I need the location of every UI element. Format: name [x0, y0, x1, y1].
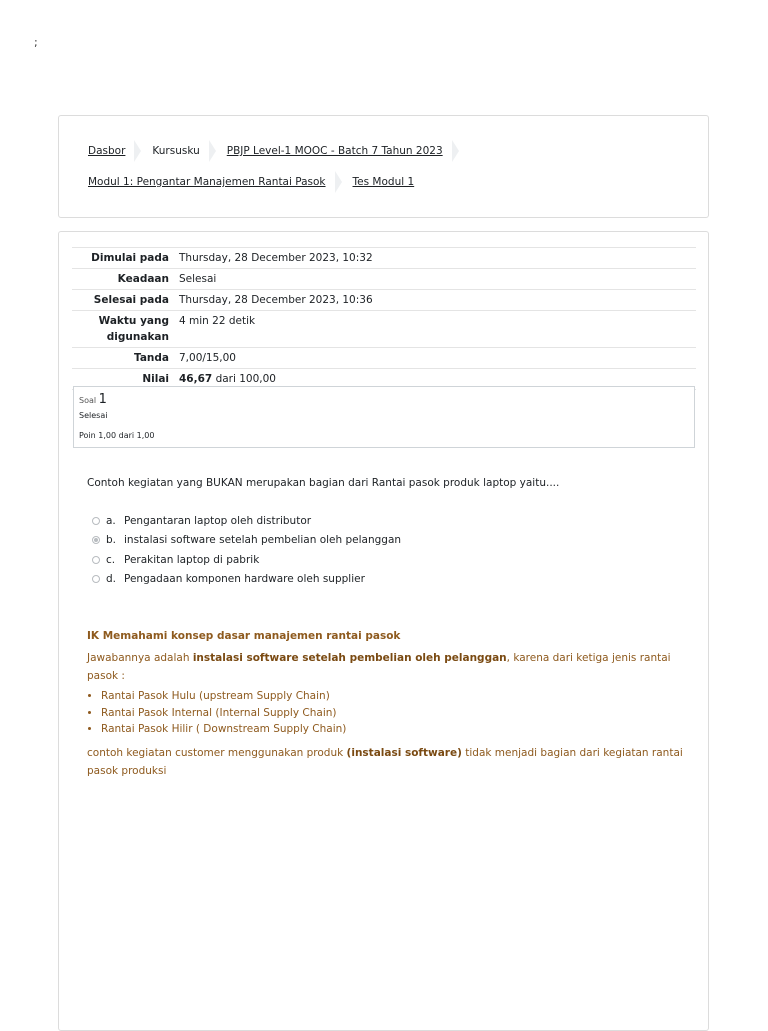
grade-label: Nilai	[72, 369, 177, 390]
summary-row	[72, 311, 696, 348]
summary-label: Dimulai pada	[72, 248, 177, 269]
question-info-box	[73, 386, 695, 448]
summary-value: Thursday, 28 December 2023, 10:32	[177, 248, 696, 269]
breadcrumb-dasbor-link[interactable]: Dasbor	[88, 145, 126, 157]
summary-value: Thursday, 28 December 2023, 10:36	[177, 290, 696, 311]
breadcrumb-course-link[interactable]: PBJP Level-1 MOOC - Batch 7 Tahun 2023	[226, 145, 443, 157]
answer-letter: c.	[106, 553, 116, 566]
list-item: • Rantai Pasok Internal (Internal Supply Chain)	[101, 705, 687, 722]
summary-value: Selesai	[177, 269, 696, 290]
answer-text: Perakitan laptop di pabrik	[124, 553, 260, 566]
breadcrumb-card	[58, 115, 709, 218]
answer-letter: d.	[106, 573, 117, 586]
summary-label: Waktu yang digunakan	[72, 311, 177, 348]
quiz-review-card	[58, 231, 709, 1031]
summary-row	[72, 290, 696, 311]
summary-value: 4 min 22 detik	[177, 311, 696, 348]
question-text: Contoh kegiatan yang BUKAN merupakan bagian dari Rantai pasok produk laptop yaitu....	[87, 477, 560, 489]
question-number-value: 1	[98, 392, 107, 407]
attempt-summary-table	[72, 247, 696, 390]
radio-button[interactable]	[92, 536, 100, 544]
feedback-text: Jawabannya adalah	[87, 652, 193, 664]
summary-row	[72, 248, 696, 269]
feedback-paragraph-2	[87, 744, 687, 780]
answer-text: instalasi software setelah pembelian oleh pelanggan	[124, 534, 402, 547]
feedback-text: tidak menjadi bagian dari kegiatan rantai pasok produksi	[87, 746, 683, 777]
breadcrumb	[88, 140, 470, 162]
breadcrumb-module-link[interactable]: Modul 1: Pengantar Manajemen Rantai Pasok	[88, 176, 326, 188]
question-state: Selesai	[79, 411, 108, 420]
question-number	[79, 392, 107, 407]
radio-button[interactable]	[92, 556, 100, 564]
answer-option[interactable]	[92, 570, 401, 590]
stray-semicolon: ;	[34, 36, 38, 49]
answer-letter: a.	[106, 514, 116, 527]
summary-row	[72, 348, 696, 369]
feedback-bold: instalasi software setelah pembelian oleh pelanggan	[192, 652, 507, 664]
question-number-label: Soal	[79, 396, 97, 405]
breadcrumb-separator-icon	[452, 140, 459, 162]
summary-label: Selesai pada	[72, 290, 177, 311]
radio-button[interactable]	[92, 517, 100, 525]
breadcrumb-separator-icon	[209, 140, 216, 162]
list-item: • Rantai Pasok Hilir ( Downstream Supply Chain)	[101, 721, 687, 738]
grade-value: 46,67	[179, 373, 213, 385]
grade-suffix: dari 100,00	[215, 373, 276, 385]
feedback-text: contoh kegiatan customer menggunakan produk	[87, 746, 347, 759]
breadcrumb-row-2	[88, 171, 414, 193]
answer-option[interactable]	[92, 511, 401, 531]
answer-letter: b.	[106, 534, 117, 547]
breadcrumb-separator-icon	[335, 171, 342, 193]
breadcrumb-quiz-link[interactable]: Tes Modul 1	[352, 176, 415, 188]
summary-label: Keadaan	[72, 269, 177, 290]
list-item: • Rantai Pasok Hulu (upstream Supply Chain)	[101, 688, 687, 705]
answer-text: Pengadaan komponen hardware oleh supplier	[124, 573, 365, 586]
feedback-text: , karena dari ketiga jenis rantai pasok :	[87, 652, 671, 682]
summary-row	[72, 269, 696, 290]
answer-text: Pengantaran laptop oleh distributor	[124, 514, 312, 527]
summary-label: Tanda	[72, 348, 177, 369]
feedback-paragraph-1	[87, 649, 687, 685]
breadcrumb-kursusku: Kursusku	[152, 145, 200, 157]
supply-chain-list	[87, 688, 687, 738]
general-feedback	[87, 627, 687, 780]
feedback-bold: (instalasi software)	[346, 746, 462, 759]
question-points: Poin 1,00 dari 1,00	[79, 431, 155, 440]
answer-options	[92, 511, 401, 589]
breadcrumb-separator-icon	[134, 140, 141, 162]
feedback-heading: IK Memahami konsep dasar manajemen rantai pasok	[87, 630, 401, 642]
answer-option[interactable]	[92, 531, 401, 551]
summary-value: 7,00/15,00	[177, 348, 696, 369]
radio-button[interactable]	[92, 575, 100, 583]
answer-option[interactable]	[92, 550, 401, 570]
